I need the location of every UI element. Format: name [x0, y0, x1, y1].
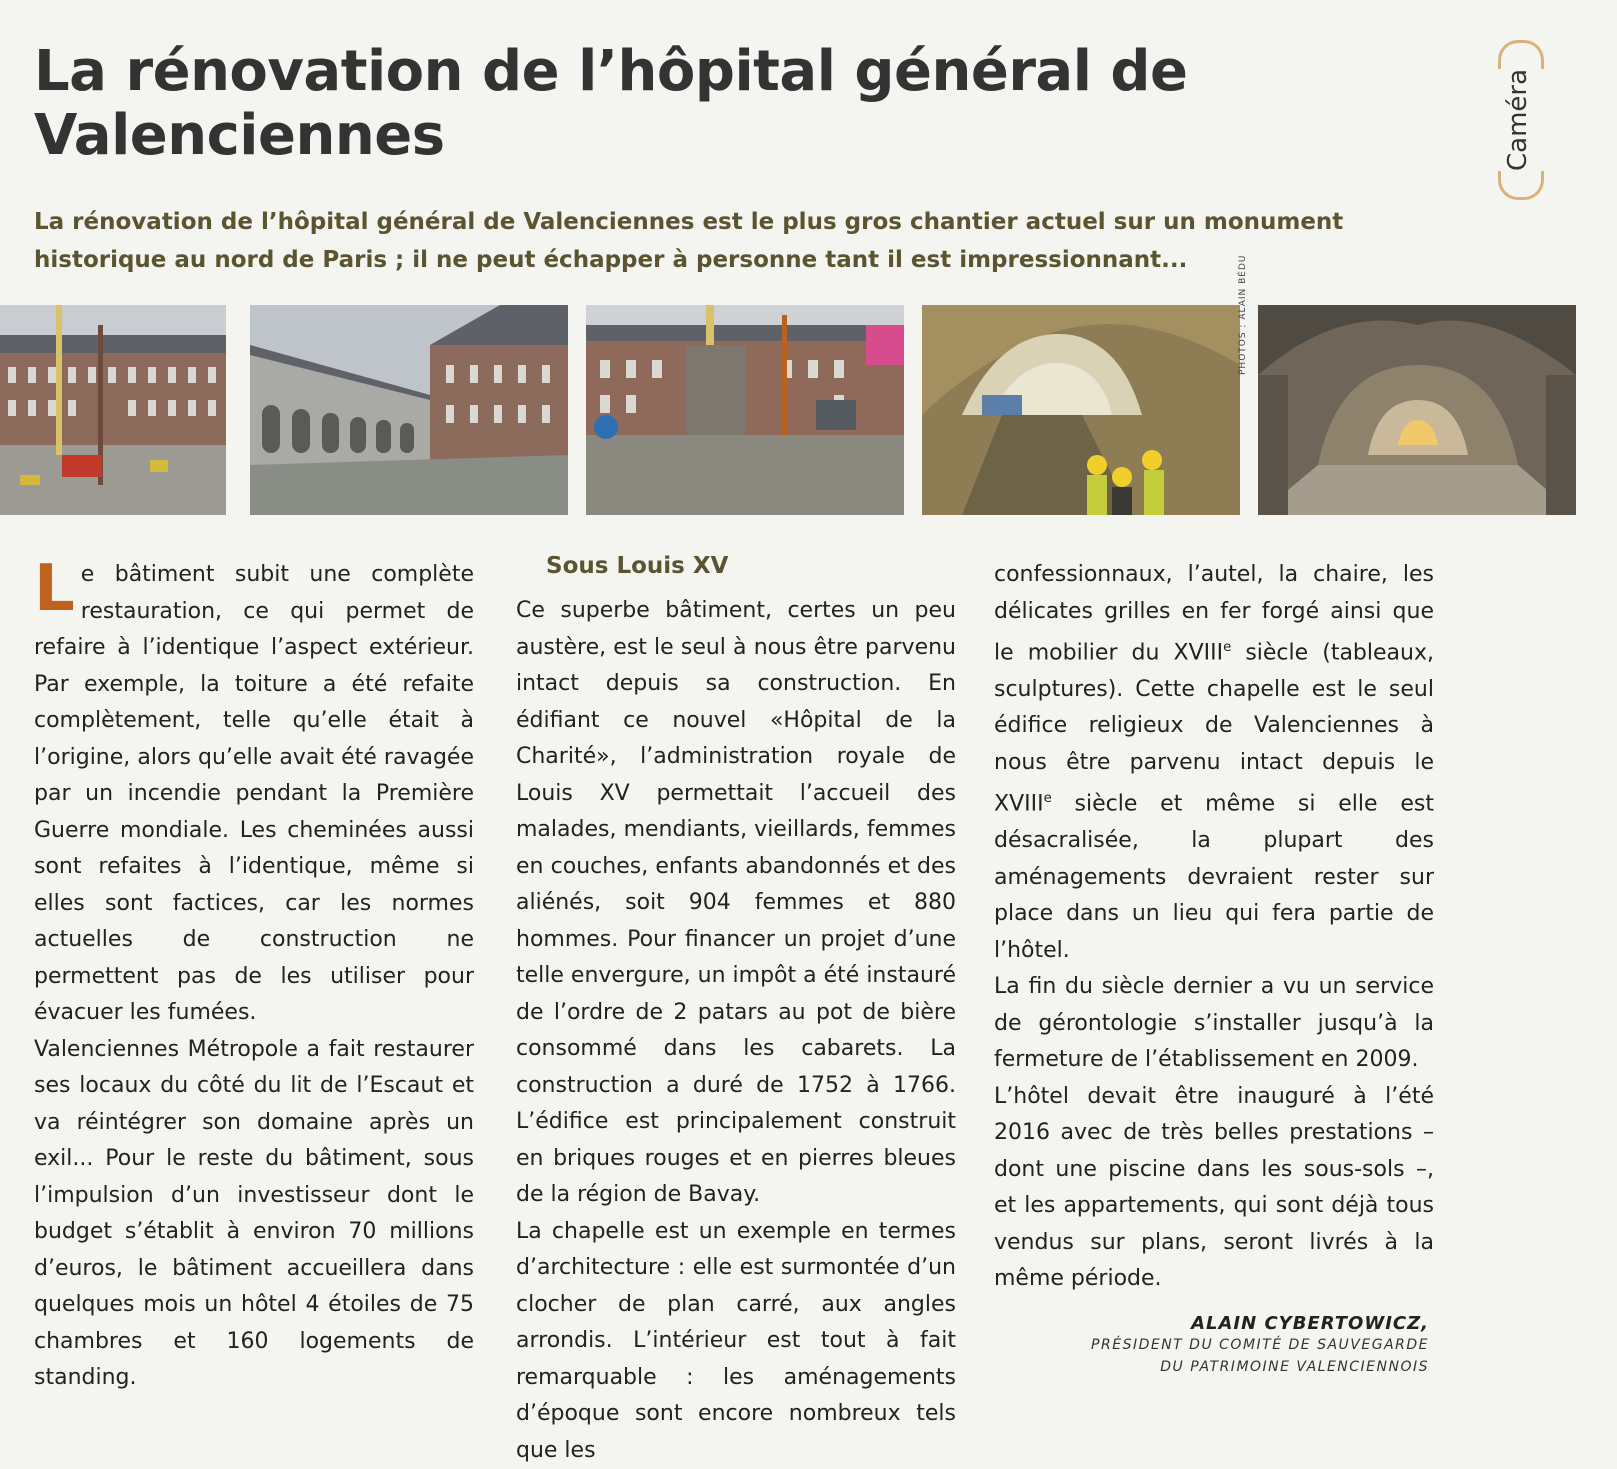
article-column-3	[994, 557, 1434, 1298]
paragraph: La fin du siècle dernier a vu un service de gérontologie s’installer jusqu’à la fermeture de l’établissement en 2009.	[994, 969, 1434, 1079]
paragraph: Valenciennes Métropole a fait restaurer ses locaux du côté du lit de l’Escaut et va réintégrer son domaine après un exil... Pour le reste du bâtiment, sous l’impulsion d’un investisseur dont le budget s’établit à environ 70 millions d’euros, le bâtiment accueillera dans quelques mois un hôtel 4 étoiles de 75 chambres et 160 logements de standing.	[34, 1032, 474, 1397]
paragraph: Ce superbe bâtiment, certes un peu austère, est le seul à nous être parvenu intact depuis sa construction. En édifiant ce nouvel «Hôpital de la Charité», l’administration royale de Louis XV permettait l’accueil des malades, mendiants, vieillards, femmes en couches, enfants abandonnés et des aliénés, soit 904 femmes et 880 hommes. Pour financer un projet d’une telle envergure, un impôt a été instauré de l’ordre de 2 patars au pot de bière consommé dans les cabarets. La construction a duré de 1752 à 1766. L’édifice est principalement construit en briques rouges et en pierres bleues de la région de Bavay.	[516, 593, 956, 1214]
photo-construction-courtyard	[0, 305, 226, 515]
author-role: PRÉSIDENT DU COMITÉ DE SAUVEGARDE	[1091, 1334, 1429, 1356]
photo-vaulted-cellar-workers	[922, 305, 1240, 515]
author-signature	[1091, 1313, 1429, 1378]
paragraph	[34, 557, 474, 1032]
article-lede: La rénovation de l’hôpital général de Valenciennes est le plus gros chantier actuel sur un monument historique au nord de Paris ; il ne peut échapper à personne tant il est impressionnant...	[34, 203, 1364, 279]
section-label: Caméra	[1503, 69, 1533, 171]
paragraph-text: confessionnaux, l’autel, la chaire, les délicates grilles en fer forgé ainsi que le mobilier du XVIII	[994, 562, 1434, 665]
photo-courtyard-arcades	[250, 305, 568, 515]
author-role: DU PATRIMOINE VALENCIENNOIS	[1091, 1356, 1429, 1378]
author-name: ALAIN CYBERTOWICZ,	[1091, 1313, 1429, 1334]
paragraph-text: siècle et même si elle est désacralisée, la plupart des aménagements devraient rester sur place dans un lieu qui fera partie de l’hôtel.	[994, 792, 1434, 963]
section-tab	[1490, 40, 1546, 200]
article-title: La rénovation de l’hôpital général de Valenciennes	[34, 40, 1414, 168]
photo-vaulted-corridor	[1258, 305, 1576, 515]
paragraph: La chapelle est un exemple en termes d’architecture : elle est surmontée d’un clocher de plan carré, aux angles arrondis. L’intérieur est tout à fait remarquable : les aménagements d’époque sont encore nombreux tels que les	[516, 1214, 956, 1469]
superscript: e	[1223, 640, 1231, 655]
bracket-bottom-decoration	[1498, 171, 1544, 200]
paragraph-text: siècle (tableaux, sculptures). Cette chapelle est le seul édifice religieux de Valenciennes à nous être parvenu intact depuis le XVIII	[994, 640, 1434, 816]
photo-credit: PHOTOS : ALAIN BÉDU	[1238, 255, 1248, 376]
section-subheading: Sous Louis XV	[546, 553, 728, 579]
article-column-1	[34, 557, 474, 1397]
paragraph	[994, 557, 1434, 969]
article-column-2	[516, 593, 956, 1469]
paragraph-text: e bâtiment subit une complète restauration, ce qui permet de refaire à l’identique l’aspect extérieur. Par exemple, la toiture a été refaite complètement, telle qu’elle était à l’origine, alors qu’elle avait été ravagée par un incendie pendant la Première Guerre mondiale. Les cheminées aussi sont refaites à l’identique, même si elles sont factices, car les normes actuelles de construction ne permettent pas de les utiliser pour évacuer les fumées.	[34, 562, 474, 1025]
bracket-top-decoration	[1498, 40, 1544, 69]
photo-facade-scaffolding	[586, 305, 904, 515]
photo-strip	[0, 305, 1617, 515]
paragraph: L’hôtel devait être inauguré à l’été 2016 avec de très belles prestations – dont une piscine dans les sous-sols –, et les appartements, qui sont déjà tous vendus sur plans, seront livrés à la même période.	[994, 1079, 1434, 1298]
superscript: e	[1044, 791, 1052, 806]
drop-cap: L	[34, 559, 75, 619]
